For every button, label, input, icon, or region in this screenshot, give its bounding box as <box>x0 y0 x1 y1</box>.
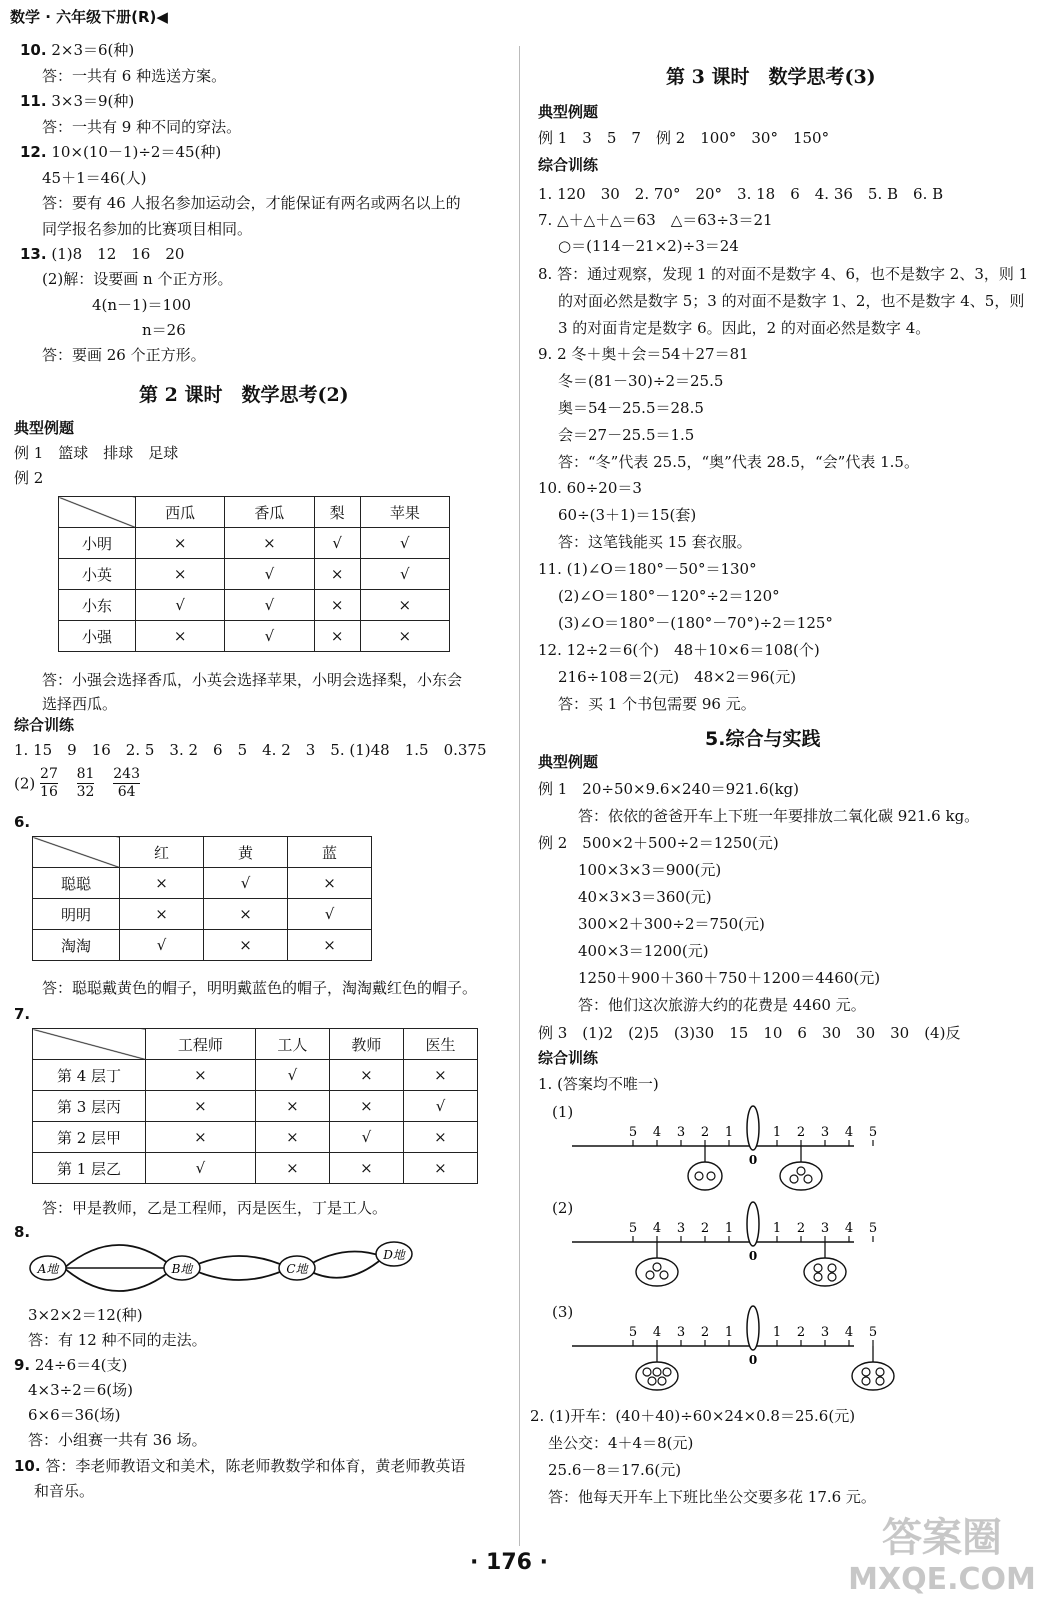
q9-line1: 9. 24÷6＝4(支) <box>14 1356 128 1374</box>
mark-cell: √ <box>136 590 225 621</box>
balance-part-label: (2) <box>552 1199 574 1217</box>
scale-tick-label: 1 <box>724 1325 734 1340</box>
place-a-node <box>30 1256 66 1280</box>
scale-tick-label: 3 <box>820 1325 830 1340</box>
r-c9c: 奥＝54－25.5＝28.5 <box>558 399 704 417</box>
svg-text:MXQE.COM: MXQE.COM <box>848 1562 1036 1597</box>
r-c11a: 11. (1)∠O＝180°－50°＝130° <box>538 560 757 578</box>
scale-tick-label: 2 <box>796 1325 806 1340</box>
r-c10b: 60÷(3＋1)＝15(套) <box>558 506 697 524</box>
r-c9e: 答：“冬”代表 25.5，“奥”代表 28.5，“会”代表 1.5。 <box>558 453 919 471</box>
q11-line2: 答：一共有 9 种不同的穿法。 <box>42 118 242 136</box>
scale-tick-label: 4 <box>652 1125 662 1140</box>
scale-tick-label: 2 <box>796 1221 806 1236</box>
r-e2c: 40×3×3＝360(元) <box>578 888 712 906</box>
row-label: 小英 <box>59 559 136 590</box>
comp-line1: 1. 15 9 16 2. 5 3. 2 6 5 4. 2 3 5. (1)48 1.5 0.375 <box>14 741 487 759</box>
mark-cell: × <box>314 621 360 652</box>
page-header: 数学 · 六年级下册(R)◀ <box>10 8 168 26</box>
q13-line5: 答：要画 26 个正方形。 <box>42 346 206 364</box>
comprehensive-heading-r2: 综合训练 <box>538 1049 599 1067</box>
r-z1: 1. (答案均不唯一) <box>538 1075 659 1093</box>
mark-cell: √ <box>329 1122 403 1153</box>
row-label: 第 2 层甲 <box>33 1122 146 1153</box>
mark-cell: × <box>225 528 314 559</box>
balance-scale <box>570 1196 878 1296</box>
mark-cell: × <box>146 1091 256 1122</box>
table3-header-cell: 工程师 <box>146 1029 256 1060</box>
right-weight-bag <box>804 1258 846 1286</box>
example1: 例 1 篮球 排球 足球 <box>14 444 179 462</box>
q13-line3: 4(n－1)＝100 <box>92 296 192 314</box>
scale-tick-label: 4 <box>652 1221 662 1236</box>
balance-part-label: (3) <box>552 1303 574 1321</box>
weight-ball <box>653 1368 661 1376</box>
weight-ball <box>876 1368 884 1376</box>
table3-header-cell <box>33 1029 146 1060</box>
weight-ball <box>658 1377 666 1385</box>
scale-tick-label: 5 <box>868 1325 878 1340</box>
zero-label: 0 <box>748 1249 758 1263</box>
typical-examples-heading: 典型例题 <box>14 419 75 437</box>
comp-fractions: (2) $\frac{27}{16}$ $\frac{81}{32}$ $\frac{243}{64}$ <box>14 766 140 800</box>
q8-line1: 3×2×2＝12(种) <box>28 1306 143 1324</box>
place-c-node <box>279 1256 315 1280</box>
mark-cell: × <box>403 1060 477 1091</box>
place-b-node <box>164 1256 200 1280</box>
comprehensive-heading-r: 综合训练 <box>538 156 599 174</box>
scale-tick-label: 3 <box>676 1221 686 1236</box>
scale-tick-label: 1 <box>772 1221 782 1236</box>
table3-header-cell: 教师 <box>329 1029 403 1060</box>
examples-line: 例 1 3 5 7 例 2 100° 30° 150° <box>538 129 830 147</box>
table-row <box>33 930 372 961</box>
q12-line2: 45＋1＝46(人) <box>42 169 147 187</box>
row-label: 小东 <box>59 590 136 621</box>
r-e2d: 300×2＋300÷2＝750(元) <box>578 915 765 933</box>
mark-cell: × <box>136 621 225 652</box>
column-divider <box>519 46 520 1546</box>
table2-header-cell <box>33 837 120 868</box>
table1-header-cell: 西瓜 <box>136 497 225 528</box>
r-c7b: ○＝(114－21×2)÷3＝24 <box>558 237 739 255</box>
q9-line3: 6×6＝36(场) <box>28 1406 121 1424</box>
table3-answer: 答：甲是教师，乙是工程师，丙是医生，丁是工人。 <box>42 1199 388 1217</box>
mark-cell: × <box>204 930 288 961</box>
mark-cell: √ <box>225 590 314 621</box>
mark-cell: × <box>403 1153 477 1184</box>
table2-header-cell: 黄 <box>204 837 288 868</box>
q6-label: 6. <box>14 813 31 831</box>
watermark-logo <box>842 1505 1042 1595</box>
scale-tick-label: 4 <box>844 1221 854 1236</box>
fruit-choice-table <box>58 496 450 652</box>
scale-tick-label: 2 <box>700 1125 710 1140</box>
typical-examples-heading-r: 典型例题 <box>538 103 599 121</box>
weight-ball <box>695 1172 703 1180</box>
mark-cell: × <box>255 1153 329 1184</box>
scale-tick-label: 1 <box>772 1325 782 1340</box>
table-row <box>33 899 372 930</box>
table-row <box>33 1060 478 1091</box>
balance-scale <box>570 1300 878 1400</box>
svg-text:答案圈: 答案圈 <box>882 1515 1002 1561</box>
weight-ball <box>828 1264 836 1272</box>
mark-cell: × <box>288 868 372 899</box>
q12-line3: 答：要有 46 人报名参加运动会，才能保证有两名或两名以上的 <box>42 194 461 212</box>
q9-line4: 答：小组赛一共有 36 场。 <box>28 1431 207 1449</box>
r-z2b: 坐公交：4＋4＝8(元) <box>548 1434 694 1452</box>
mark-cell: × <box>314 559 360 590</box>
left-weight-bag <box>688 1162 722 1190</box>
weight-ball <box>648 1377 656 1385</box>
scale-tick-label: 3 <box>676 1325 686 1340</box>
scale-tick-label: 4 <box>844 1125 854 1140</box>
table1-answer-line1: 答：小强会选择香瓜，小英会选择苹果，小明会选择梨，小东会 <box>42 671 463 689</box>
row-label: 小强 <box>59 621 136 652</box>
q12-line1: 12. 10×(10－1)÷2＝45(种) <box>20 143 222 161</box>
r-e1a: 例 1 20÷50×9.6×240＝921.6(kg) <box>538 780 800 798</box>
mark-cell: √ <box>360 528 449 559</box>
mark-cell: √ <box>288 899 372 930</box>
scale-tick-label: 2 <box>796 1125 806 1140</box>
hat-color-table <box>32 836 372 961</box>
mark-cell: × <box>120 899 204 930</box>
table2-header-cell: 红 <box>120 837 204 868</box>
r-c12a: 12. 12÷2＝6(个) 48＋10×6＝108(个) <box>538 641 820 659</box>
q8-label: 8. <box>14 1223 31 1241</box>
weight-ball <box>653 1263 661 1271</box>
weight-ball <box>663 1368 671 1376</box>
svg-text:D地: D地 <box>383 1248 405 1262</box>
q10b-line2: 和音乐。 <box>34 1482 95 1500</box>
q10-line1: 10. 2×3＝6(种) <box>20 41 135 59</box>
r-c10a: 10. 60÷20＝3 <box>538 479 642 497</box>
fulcrum <box>747 1306 759 1350</box>
fraction-3: $\frac{243}{64}$ <box>113 766 140 800</box>
row-label: 淘淘 <box>33 930 120 961</box>
mark-cell: √ <box>225 559 314 590</box>
balance-part-label: (1) <box>552 1103 574 1121</box>
scale-tick-label: 5 <box>628 1325 638 1340</box>
row-label: 第 4 层丁 <box>33 1060 146 1091</box>
scale-tick-label: 3 <box>820 1125 830 1140</box>
weight-ball <box>814 1273 822 1281</box>
row-label: 第 3 层丙 <box>33 1091 146 1122</box>
weight-ball <box>797 1167 805 1175</box>
r-e1b: 答：依依的爸爸开车上下班一年要排放二氧化碳 921.6 kg。 <box>578 807 980 825</box>
lesson3-title: 第 3 课时 数学思考(3) <box>666 66 876 88</box>
balance-scale <box>570 1100 878 1200</box>
scale-tick-label: 3 <box>676 1125 686 1140</box>
scale-tick-label: 4 <box>652 1325 662 1340</box>
r-c1: 1. 120 30 2. 70° 20° 3. 18 6 4. 36 5. B 6. B <box>538 185 944 203</box>
r-c12b: 216÷108＝2(元) 48×2＝96(元) <box>558 668 797 686</box>
mark-cell: × <box>360 621 449 652</box>
mark-cell: √ <box>360 559 449 590</box>
table1-header-cell: 香瓜 <box>225 497 314 528</box>
mark-cell: √ <box>403 1091 477 1122</box>
scale-tick-label: 2 <box>700 1325 710 1340</box>
q13-line2: (2)解：设要画 n 个正方形。 <box>42 270 233 288</box>
typical-examples-heading-r2: 典型例题 <box>538 753 599 771</box>
scale-tick-label: 5 <box>868 1125 878 1140</box>
place-d-node <box>376 1242 412 1266</box>
zero-label: 0 <box>748 1153 758 1167</box>
weight-ball <box>660 1271 668 1279</box>
weight-ball <box>862 1377 870 1385</box>
row-label: 聪聪 <box>33 868 120 899</box>
table1-header-cell: 苹果 <box>360 497 449 528</box>
r-c8b: 的对面必然是数字 5；3 的对面不是数字 1、2，也不是数字 4、5，则 <box>558 292 1025 310</box>
q10-line2: 答：一共有 6 种选送方案。 <box>42 67 227 85</box>
svg-text:B地: B地 <box>171 1262 193 1276</box>
zero-label: 0 <box>748 1353 758 1367</box>
table-row <box>33 868 372 899</box>
left-weight-bag <box>636 1258 678 1286</box>
mark-cell: √ <box>146 1153 256 1184</box>
q11-line1: 11. 3×3＝9(种) <box>20 92 135 110</box>
r-z2a: 2. (1)开车：(40＋40)÷60×24×0.8＝25.6(元) <box>530 1407 856 1425</box>
svg-text:A地: A地 <box>37 1262 59 1276</box>
lesson2-title: 第 2 课时 数学思考(2) <box>139 384 349 406</box>
weight-ball <box>707 1172 715 1180</box>
right-weight-bag <box>852 1362 894 1390</box>
r-c12c: 答：买 1 个书包需要 96 元。 <box>558 695 756 713</box>
table-row <box>59 528 450 559</box>
mark-cell: √ <box>204 868 288 899</box>
mark-cell: √ <box>314 528 360 559</box>
mark-cell: × <box>136 559 225 590</box>
weight-ball <box>814 1264 822 1272</box>
weight-ball <box>790 1175 798 1183</box>
table-row <box>59 590 450 621</box>
table-row <box>33 1091 478 1122</box>
example2-label: 例 2 <box>14 469 44 487</box>
r-z2d: 答：他每天开车上下班比坐公交要多花 17.6 元。 <box>548 1488 876 1506</box>
table1-header-cell: 梨 <box>314 497 360 528</box>
mark-cell: × <box>403 1122 477 1153</box>
table-row <box>33 1153 478 1184</box>
table1-answer-line2: 选择西瓜。 <box>42 695 118 713</box>
r-c8a: 8. 答：通过观察，发现 1 的对面不是数字 4、6，也不是数字 2、3，则 1 <box>538 265 1029 283</box>
fulcrum <box>747 1106 759 1150</box>
svg-text:C地: C地 <box>286 1262 308 1276</box>
weight-ball <box>862 1368 870 1376</box>
mark-cell: × <box>288 930 372 961</box>
scale-tick-label: 1 <box>772 1125 782 1140</box>
r-c11b: (2)∠O＝180°－120°÷2＝120° <box>558 587 780 605</box>
q10b-line1: 10. 答：李老师教语文和美术，陈老师教数学和体育，黄老师教英语 <box>14 1457 466 1475</box>
r-c8c: 3 的对面肯定是数字 6。因此，2 的对面必然是数字 4。 <box>558 319 931 337</box>
weight-ball <box>804 1175 812 1183</box>
r-e3: 例 3 (1)2 (2)5 (3)30 15 10 6 30 30 30 (4)反 <box>538 1024 961 1042</box>
table-row <box>59 559 450 590</box>
fulcrum <box>747 1202 759 1246</box>
row-label: 第 1 层乙 <box>33 1153 146 1184</box>
r-z2c: 25.6－8＝17.6(元) <box>548 1461 682 1479</box>
table-row <box>59 621 450 652</box>
weight-ball <box>876 1377 884 1385</box>
table2-answer: 答：聪聪戴黄色的帽子，明明戴蓝色的帽子，淘淘戴红色的帽子。 <box>42 979 478 997</box>
r-c10c: 答：这笔钱能买 15 套衣服。 <box>558 533 752 551</box>
table3-header-cell: 工人 <box>255 1029 329 1060</box>
scale-tick-label: 3 <box>820 1221 830 1236</box>
row-label: 明明 <box>33 899 120 930</box>
row-label: 小明 <box>59 528 136 559</box>
q12-line4: 同学报名参加的比赛项目相同。 <box>42 220 253 238</box>
mark-cell: × <box>314 590 360 621</box>
mark-cell: × <box>329 1153 403 1184</box>
mark-cell: × <box>120 868 204 899</box>
scale-tick-label: 5 <box>628 1125 638 1140</box>
r-c9a: 9. 2 冬＋奥＋会＝54＋27＝81 <box>538 345 749 363</box>
q7-label: 7. <box>14 1005 31 1023</box>
mark-cell: × <box>136 528 225 559</box>
r-e2e: 400×3＝1200(元) <box>578 942 709 960</box>
weight-ball <box>643 1368 651 1376</box>
mark-cell: × <box>255 1122 329 1153</box>
scale-tick-label: 5 <box>628 1221 638 1236</box>
fraction-1: $\frac{27}{16}$ <box>40 766 58 800</box>
page-number: · 176 · <box>470 1550 548 1575</box>
table1-header-cell <box>59 497 136 528</box>
table2-header-cell: 蓝 <box>288 837 372 868</box>
mark-cell: × <box>360 590 449 621</box>
weight-ball <box>646 1271 654 1279</box>
r-e2b: 100×3×3＝900(元) <box>578 861 722 879</box>
r-c9b: 冬＝(81－30)÷2＝25.5 <box>558 372 724 390</box>
r-e2g: 答：他们这次旅游大约的花费是 4460 元。 <box>578 996 866 1014</box>
q8-line2: 答：有 12 种不同的走法。 <box>28 1331 207 1349</box>
fraction-2: $\frac{81}{32}$ <box>76 766 95 800</box>
occupation-table <box>32 1028 478 1184</box>
q13-line1: 13. (1)8 12 16 20 <box>20 245 185 263</box>
table-row <box>33 1122 478 1153</box>
mark-cell: √ <box>120 930 204 961</box>
r-e2a: 例 2 500×2＋500÷2＝1250(元) <box>538 834 779 852</box>
mark-cell: × <box>329 1060 403 1091</box>
scale-tick-label: 1 <box>724 1221 734 1236</box>
scale-tick-label: 1 <box>724 1125 734 1140</box>
scale-tick-label: 2 <box>700 1221 710 1236</box>
r-e2f: 1250＋900＋360＋750＋1200＝4460(元) <box>578 969 881 987</box>
route-diagram <box>24 1232 424 1304</box>
right-weight-bag <box>780 1162 822 1190</box>
mark-cell: × <box>146 1060 256 1091</box>
r-c9d: 会＝27－25.5＝1.5 <box>558 426 695 444</box>
mark-cell: × <box>146 1122 256 1153</box>
mark-cell: × <box>204 899 288 930</box>
mark-cell: √ <box>255 1060 329 1091</box>
scale-tick-label: 4 <box>844 1325 854 1340</box>
mark-cell: × <box>255 1091 329 1122</box>
scale-tick-label: 5 <box>868 1221 878 1236</box>
unit5-title: 5.综合与实践 <box>705 728 821 750</box>
q9-line2: 4×3÷2＝6(场) <box>28 1381 134 1399</box>
mark-cell: √ <box>225 621 314 652</box>
comprehensive-heading: 综合训练 <box>14 716 75 734</box>
r-c7a: 7. △＋△＋△＝63 △＝63÷3＝21 <box>538 211 773 229</box>
r-c11c: (3)∠O＝180°－(180°－70°)÷2＝125° <box>558 614 833 632</box>
weight-ball <box>828 1273 836 1281</box>
mark-cell: × <box>329 1091 403 1122</box>
q13-line4: n＝26 <box>142 321 186 339</box>
table3-header-cell: 医生 <box>403 1029 477 1060</box>
